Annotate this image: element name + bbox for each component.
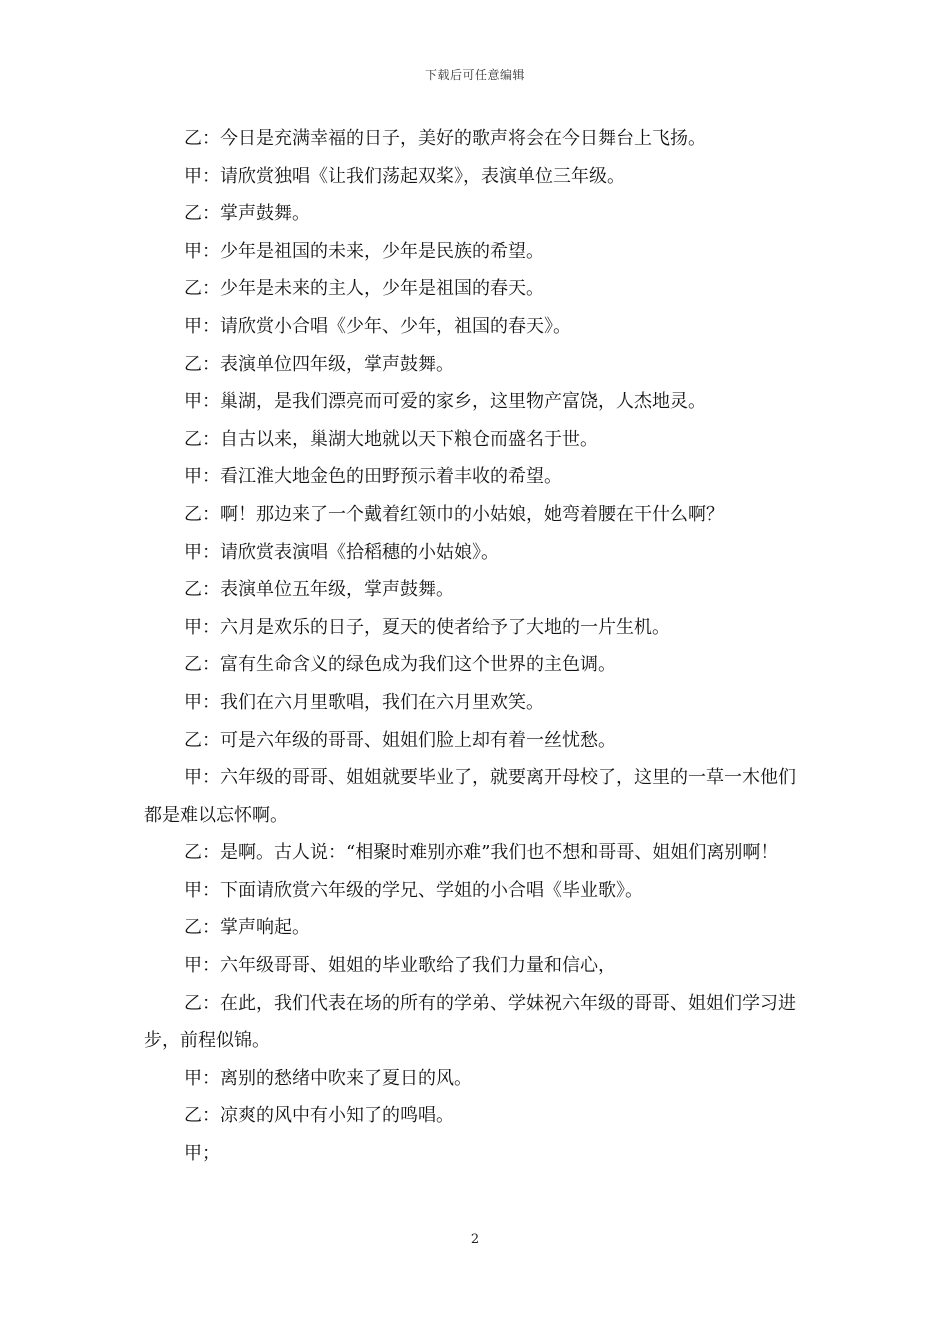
paragraph: 甲：六年级的哥哥、姐姐就要毕业了，就要离开母校了，这里的一草一木他们都是难以忘怀啊。 bbox=[144, 767, 796, 826]
paragraph: 甲：看江淮大地金色的田野预示着丰收的希望。 bbox=[184, 466, 562, 488]
paragraph: 甲：少年是祖国的未来，少年是民族的希望。 bbox=[184, 240, 544, 262]
paragraph: 甲； bbox=[184, 1143, 220, 1165]
paragraph: 乙：表演单位四年级，掌声鼓舞。 bbox=[184, 353, 454, 375]
page-number: 2 bbox=[470, 1232, 480, 1247]
paragraph: 甲：巢湖，是我们漂亮而可爱的家乡，这里物产富饶，人杰地灵。 bbox=[184, 391, 706, 413]
page-header-note: 下载后可任意编辑 bbox=[424, 68, 525, 82]
paragraph: 甲：离别的愁绪中吹来了夏日的风。 bbox=[184, 1067, 472, 1089]
paragraph: 乙：富有生命含义的绿色成为我们这个世界的主色调。 bbox=[184, 654, 616, 676]
paragraph: 甲：请欣赏表演唱《拾稻穗的小姑娘》。 bbox=[184, 541, 499, 563]
paragraph: 乙：掌声响起。 bbox=[184, 917, 310, 939]
paragraph: 乙：少年是未来的主人，少年是祖国的春天。 bbox=[184, 278, 544, 300]
paragraph: 甲：六年级哥哥、姐姐的毕业歌给了我们力量和信心， bbox=[184, 955, 616, 977]
paragraph: 乙：凉爽的风中有小知了的鸣唱。 bbox=[184, 1105, 454, 1127]
document-body bbox=[144, 120, 812, 1173]
paragraph: 甲：请欣赏独唱《让我们荡起双桨》，表演单位三年级。 bbox=[184, 165, 625, 187]
paragraph: 乙：掌声鼓舞。 bbox=[184, 203, 310, 225]
paragraph: 乙：啊！那边来了一个戴着红领巾的小姑娘，她弯着腰在干什么啊？ bbox=[184, 503, 724, 525]
paragraph: 甲：我们在六月里歌唱，我们在六月里欢笑。 bbox=[184, 691, 544, 713]
paragraph: 甲：请欣赏小合唱《少年、少年，祖国的春天》。 bbox=[184, 315, 571, 337]
paragraph: 乙：在此，我们代表在场的所有的学弟、学妹祝六年级的哥哥、姐姐们学习进步，前程似锦。 bbox=[144, 992, 796, 1052]
paragraph: 乙：是啊。古人说：“相聚时难别亦难”我们也不想和哥哥、姐姐们离别啊！ bbox=[184, 842, 779, 864]
paragraph: 甲：下面请欣赏六年级的学兄、学姐的小合唱《毕业歌》。 bbox=[184, 879, 643, 901]
paragraph: 乙：表演单位五年级，掌声鼓舞。 bbox=[184, 579, 454, 601]
paragraph: 乙：可是六年级的哥哥、姐姐们脸上却有着一丝忧愁。 bbox=[184, 729, 616, 751]
paragraph: 乙：自古以来，巢湖大地就以天下粮仓而盛名于世。 bbox=[184, 428, 598, 450]
paragraph: 甲：六月是欢乐的日子，夏天的使者给予了大地的一片生机。 bbox=[184, 616, 670, 638]
paragraph: 乙：今日是充满幸福的日子，美好的歌声将会在今日舞台上飞扬。 bbox=[184, 128, 706, 149]
